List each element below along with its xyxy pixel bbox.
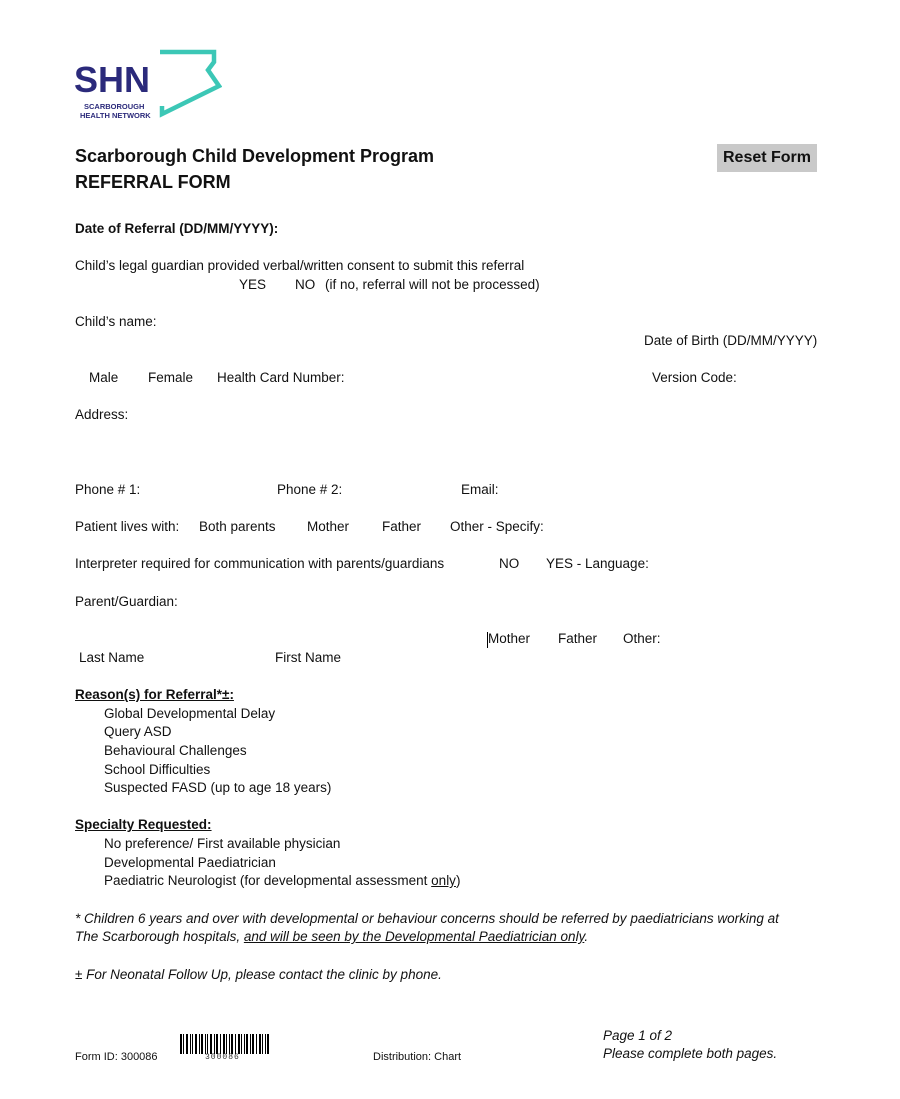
note-dev-paed-only: and will be seen by the Developmental Paediatrician only [243, 929, 585, 944]
shn-logo [72, 48, 222, 120]
reset-form-button[interactable]: Reset Form [717, 144, 817, 172]
note-line-2 [75, 929, 588, 944]
svg-text:HEALTH NETWORK: HEALTH NETWORK [80, 111, 151, 120]
consent-label: Child’s legal guardian provided verbal/written consent to submit this referral [75, 258, 525, 273]
reason-fasd[interactable]: Suspected FASD (up to age 18 years) [104, 780, 332, 795]
page-number: Page 1 of 2 [603, 1028, 673, 1043]
reason-global-delay[interactable]: Global Developmental Delay [104, 706, 276, 721]
date-of-referral-label: Date of Referral (DD/MM/YYYY): [75, 221, 279, 236]
distribution: Distribution: Chart [373, 1051, 462, 1063]
parent-guardian-label: Parent/Guardian: [75, 594, 178, 609]
address-label: Address: [75, 407, 129, 422]
reasons-heading: Reason(s) for Referral*±: [75, 687, 234, 702]
lives-other-specify-label: Other - Specify: [450, 519, 544, 534]
reason-behavioural[interactable]: Behavioural Challenges [104, 743, 247, 758]
program-title: Scarborough Child Development Program [75, 146, 435, 166]
child-name-label: Child’s name: [75, 314, 157, 329]
consent-no-option[interactable]: NO [295, 277, 316, 292]
health-card-label: Health Card Number: [217, 370, 345, 385]
reason-query-asd[interactable]: Query ASD [104, 724, 172, 739]
barcode-number: 300086 [205, 1053, 240, 1062]
specialty-heading: Specialty Requested: [75, 817, 212, 832]
version-code-label: Version Code: [652, 370, 737, 385]
reason-school[interactable]: School Difficulties [104, 762, 211, 777]
form-title: REFERRAL FORM [75, 172, 231, 192]
female-option[interactable]: Female [148, 370, 194, 385]
note-line-1: * Children 6 years and over with developmental or behaviour concerns should be referred by paediatricians working at [75, 911, 779, 926]
phone2-label: Phone # 2: [277, 482, 343, 497]
first-name-label: First Name [275, 650, 342, 665]
phone1-label: Phone # 1: [75, 482, 141, 497]
barcode [180, 1034, 270, 1054]
form-id: Form ID: 300086 [75, 1051, 158, 1063]
complete-both-pages: Please complete both pages. [603, 1046, 778, 1061]
pg-mother-option[interactable]: Mother [488, 631, 531, 646]
neuro-only: only [431, 873, 456, 888]
specialty-neurologist[interactable] [104, 873, 460, 888]
note-hospitals: The Scarborough hospitals, [75, 929, 244, 944]
specialty-dev-paediatrician[interactable]: Developmental Paediatrician [104, 855, 276, 870]
consent-yes-option[interactable]: YES [239, 277, 267, 292]
date-of-birth-label: Date of Birth (DD/MM/YYYY) [644, 333, 818, 348]
neuro-text: Paediatric Neurologist (for developmental assessment [104, 873, 432, 888]
interpreter-no-option[interactable]: NO [499, 556, 520, 571]
lives-mother-option[interactable]: Mother [307, 519, 350, 534]
lives-with-label: Patient lives with: [75, 519, 180, 534]
neonatal-note: ± For Neonatal Follow Up, please contact the clinic by phone. [75, 967, 442, 982]
last-name-label: Last Name [79, 650, 145, 665]
pg-other-label: Other: [623, 631, 661, 646]
svg-text:SCARBOROUGH: SCARBOROUGH [84, 102, 145, 111]
neuro-close: ) [455, 873, 461, 888]
lives-father-option[interactable]: Father [382, 519, 422, 534]
consent-note: (if no, referral will not be processed) [325, 277, 540, 292]
male-option[interactable]: Male [89, 370, 119, 385]
note-period: . [584, 929, 589, 944]
interpreter-label: Interpreter required for communication with parents/guardians [75, 556, 445, 571]
svg-text:SHN: SHN [74, 59, 151, 100]
pg-father-option[interactable]: Father [558, 631, 598, 646]
email-label: Email: [461, 482, 499, 497]
specialty-no-preference[interactable]: No preference/ First available physician [104, 836, 341, 851]
lives-both-parents-option[interactable]: Both parents [199, 519, 276, 534]
interpreter-yes-language-label[interactable]: YES - Language: [546, 556, 649, 571]
